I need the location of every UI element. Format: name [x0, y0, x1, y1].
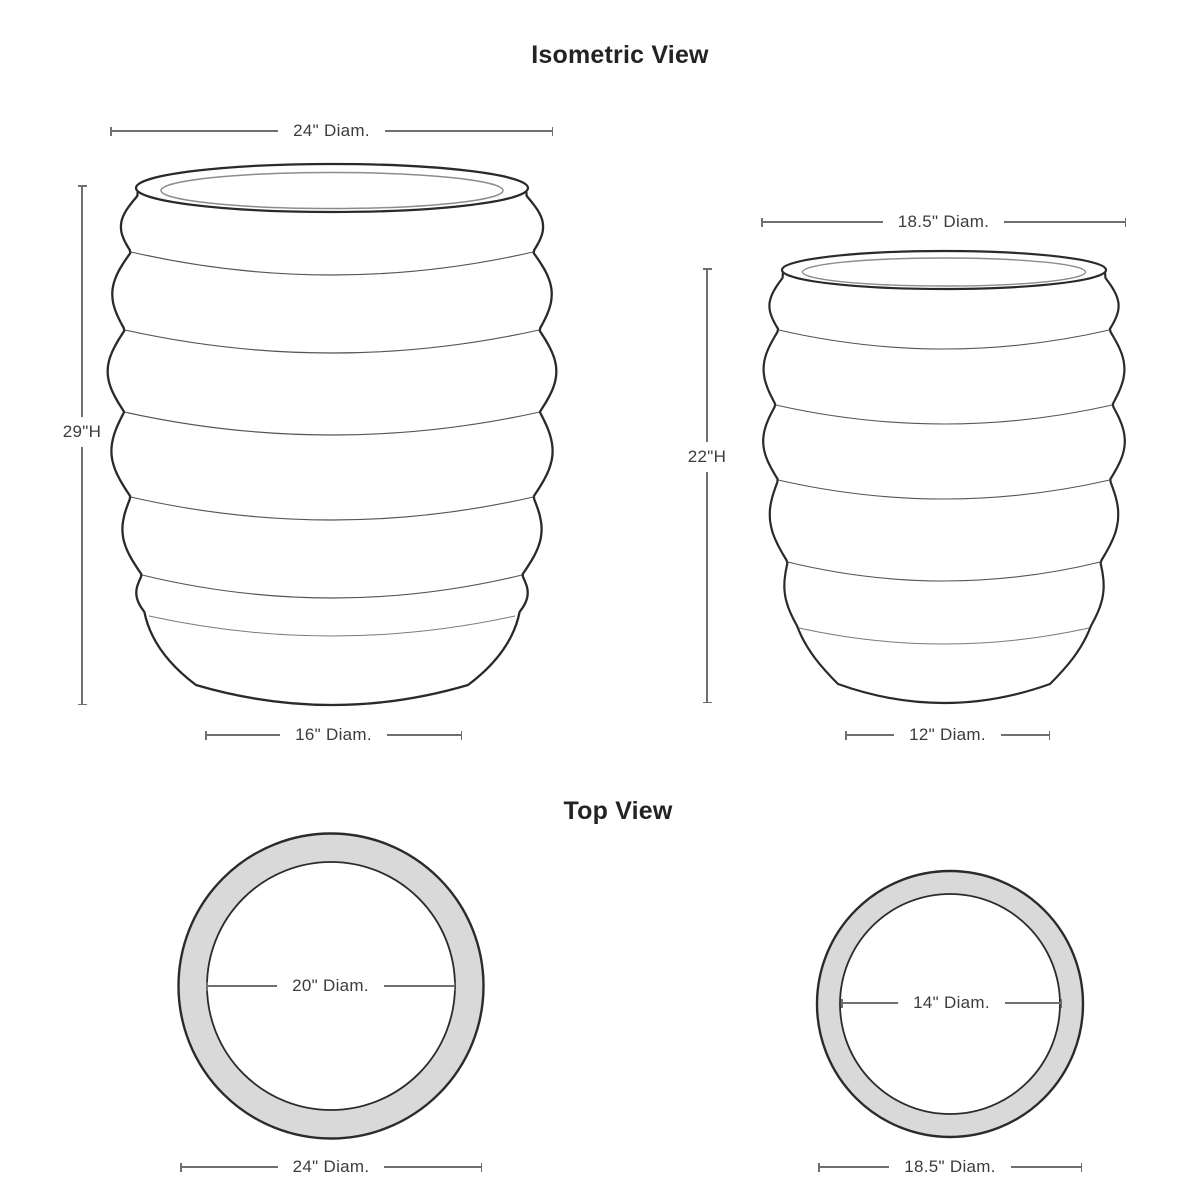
dim-line	[847, 734, 895, 735]
dim-line	[843, 1002, 899, 1003]
dim-line	[182, 1166, 278, 1167]
dim-iso-large-top-diameter	[110, 123, 553, 139]
dim-tick	[1049, 731, 1051, 740]
dim-tick	[1081, 1163, 1083, 1172]
dim-top-large-outer-diameter	[180, 1159, 482, 1175]
dim-top-small-opening-diameter	[841, 995, 1062, 1011]
dim-iso-large-base-diameter	[205, 727, 462, 743]
dim-line	[820, 1166, 890, 1167]
dim-line	[112, 130, 279, 131]
dim-line	[208, 985, 278, 986]
dim-label: 29"H	[62, 422, 102, 442]
dim-tick	[1125, 218, 1127, 227]
dim-top-small-outer-diameter	[818, 1159, 1082, 1175]
dim-line	[385, 130, 552, 131]
dim-tick	[703, 702, 712, 704]
dim-top-large-opening-diameter	[206, 978, 455, 994]
isometric-view-title: Isometric View	[531, 41, 709, 69]
planter-large-rim-outer	[136, 164, 528, 212]
dim-label: 16" Diam.	[295, 725, 372, 744]
top-view-title: Top View	[563, 797, 673, 825]
dim-tick	[1061, 999, 1063, 1008]
dim-line	[1011, 1166, 1081, 1167]
planter-large-isometric	[108, 164, 557, 705]
dim-line	[81, 447, 82, 703]
planter-large-body	[108, 190, 557, 705]
planter-small-rim-outer	[782, 251, 1106, 289]
dim-label: 18.5" Diam.	[897, 212, 990, 231]
dim-label: 12" Diam.	[909, 725, 986, 744]
dim-iso-large-height	[62, 185, 102, 705]
dim-line	[81, 187, 82, 418]
dim-line	[1005, 1002, 1061, 1003]
dim-label: 22"H	[687, 446, 727, 466]
dim-tick	[454, 982, 456, 991]
dim-label: 24" Diam.	[292, 1157, 370, 1176]
dim-iso-small-height	[687, 268, 727, 703]
dim-iso-small-top-diameter	[761, 214, 1126, 230]
dim-tick	[552, 127, 554, 136]
dim-line	[207, 734, 281, 735]
dim-label: 20" Diam.	[292, 976, 369, 995]
dim-line	[384, 985, 454, 986]
dim-line	[384, 1166, 480, 1167]
dim-line	[763, 221, 883, 222]
planter-small-isometric	[763, 251, 1125, 703]
dim-iso-small-base-diameter	[845, 727, 1050, 743]
dim-line	[387, 734, 461, 735]
dim-line	[1001, 734, 1049, 735]
dim-label: 14" Diam.	[913, 993, 990, 1012]
dim-line	[1004, 221, 1124, 222]
dim-tick	[78, 704, 87, 706]
dim-line	[706, 270, 707, 442]
dim-label: 24" Diam.	[293, 121, 370, 140]
dim-label: 18.5" Diam.	[904, 1157, 996, 1176]
dim-line	[706, 472, 707, 702]
dim-tick	[461, 731, 463, 740]
dim-tick	[481, 1163, 483, 1172]
